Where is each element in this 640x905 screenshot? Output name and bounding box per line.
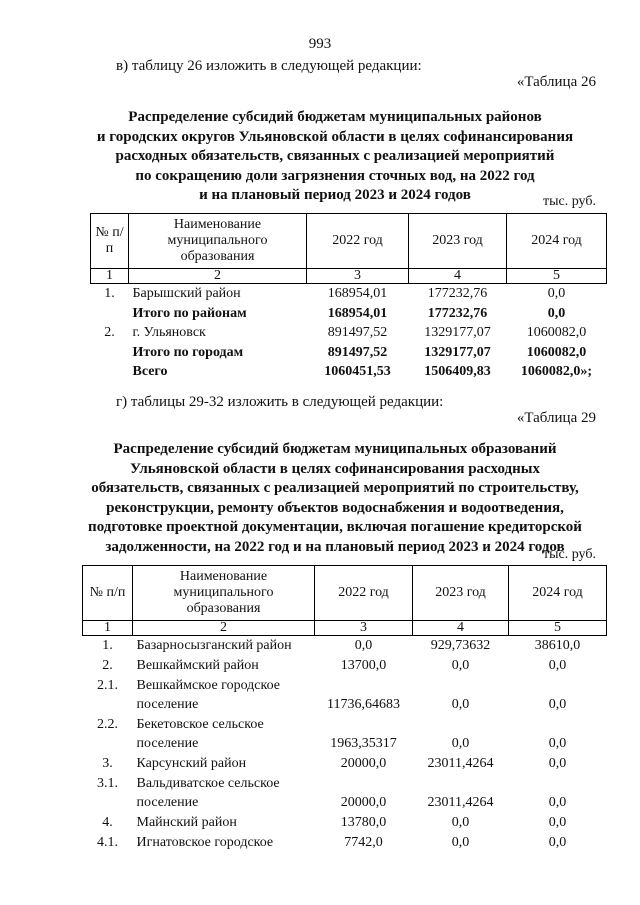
row-value-2022: 168954,01: [327, 305, 388, 321]
row-value-2024: 0,0: [548, 835, 567, 850]
row-value-2023: 0,0: [451, 815, 470, 830]
row-value-2022: 20000,0: [340, 756, 387, 771]
table-29-units: тыс. руб.: [543, 547, 596, 562]
table-29-label: «Таблица 29: [516, 410, 596, 426]
index-cell: 1: [83, 621, 133, 636]
table-row: [83, 636, 607, 657]
column-index-row: [83, 621, 607, 636]
row-value-2022: 13700,0: [340, 658, 387, 673]
index-cell: 2: [129, 269, 307, 284]
row-value-2024: 0,0: [548, 697, 567, 712]
row-value-2023: 0,0: [451, 835, 470, 850]
row-num: 2.: [104, 325, 115, 340]
row-num: 1.: [102, 638, 113, 653]
row-value-2022: 1060451,53: [324, 364, 391, 379]
row-value-2023: 0,0: [451, 658, 470, 673]
table-row: [83, 833, 607, 853]
row-name: г. Ульяновск: [132, 325, 206, 340]
heading-line: по сокращению доли загрязнения сточных вод, на 2022 год: [135, 167, 535, 184]
row-value-2023: 1329177,07: [424, 344, 491, 360]
col-header-2023: 2023 год: [413, 566, 509, 621]
col-header-name: Наименование муниципального образования: [133, 566, 315, 621]
heading-line: подготовке проектной документации, включая погашение кредиторской: [88, 519, 582, 535]
table-row-subtotal: [91, 343, 607, 363]
row-value-2024: 1060082,0: [526, 344, 587, 360]
row-num: [91, 362, 129, 382]
row-num: 2.2.: [97, 717, 118, 732]
row-name: Вешкаймский район: [136, 658, 259, 673]
row-value-2024: 0,0: [548, 736, 567, 751]
row-value-2024: 0,0: [548, 815, 567, 830]
col-header-num: № п/п: [83, 566, 133, 621]
table-26-units: тыс. руб.: [543, 194, 596, 209]
section-g-intro: г) таблицы 29-32 изложить в следующей редакции:: [116, 394, 444, 410]
index-cell: 3: [315, 621, 413, 636]
heading-line: и городских округов Ульяновской области в целях софинансирования: [96, 128, 574, 145]
table-26-heading: [60, 108, 610, 206]
heading-line: расходных обязательств, связанных с реализацией мероприятий: [115, 148, 555, 164]
table-row: [91, 323, 607, 343]
row-value-2024: 1060082,0»;: [520, 364, 593, 379]
row-num: 2.1.: [97, 678, 118, 693]
row-value-2024: 0,0: [547, 286, 566, 301]
row-value-2023: 23011,4264: [427, 795, 494, 810]
table-row: [83, 715, 607, 754]
index-cell: 2: [133, 621, 315, 636]
row-value-2022: 13780,0: [340, 815, 387, 830]
row-name: Вешкаймское городское поселение: [136, 678, 280, 712]
row-value-2023: 177232,76: [427, 305, 488, 321]
index-cell: 1: [91, 269, 129, 284]
row-value-2023: 0,0: [451, 736, 470, 751]
row-name: Карсунский район: [136, 756, 247, 771]
row-name: Барышский район: [132, 286, 241, 301]
col-header-num: № п/п: [91, 214, 129, 269]
row-name: Игнатовское городское: [136, 835, 274, 850]
row-num: 1.: [104, 286, 115, 301]
heading-line: и на плановый период 2023 и 2024 годов: [199, 187, 471, 203]
table-26: [90, 213, 607, 382]
row-name: Итого по районам: [132, 305, 247, 321]
row-name: Всего: [132, 364, 168, 379]
row-num: 2.: [102, 658, 113, 673]
row-name: Итого по городам: [132, 344, 244, 360]
row-value-2023: 23011,4264: [427, 756, 494, 771]
row-value-2024: 1060082,0: [526, 325, 587, 340]
table-row: [83, 676, 607, 715]
col-header-name: Наименование муниципального образования: [129, 214, 307, 269]
row-num: 4.: [102, 815, 113, 830]
table-row: [91, 284, 607, 304]
row-num: 3.1.: [97, 776, 118, 791]
heading-line: Распределение субсидий бюджетам муниципальных образований: [113, 441, 557, 457]
row-value-2022: 7742,0: [344, 835, 383, 850]
row-value-2022: 168954,01: [327, 286, 388, 301]
row-name: Майнский район: [136, 815, 237, 830]
row-value-2022: 891497,52: [327, 344, 388, 360]
row-value-2024: 0,0: [548, 658, 567, 673]
row-name: Вальдиватское сельское поселение: [136, 776, 280, 810]
row-name: Базарносызганский район: [136, 638, 292, 653]
column-index-row: [91, 269, 607, 284]
row-name: Бекетовское сельское поселение: [136, 717, 264, 751]
index-cell: 4: [413, 621, 509, 636]
row-value-2022: 0,0: [354, 638, 373, 653]
table-29-heading: [60, 440, 610, 557]
heading-line: реконструкции, ремонту объектов водоснабжения и водоотведения,: [106, 499, 564, 516]
section-b-intro: в) таблицу 26 изложить в следующей редакции:: [116, 58, 422, 74]
table-row: [83, 754, 607, 774]
row-num: [91, 343, 129, 363]
heading-line: Распределение субсидий бюджетам муниципальных районов: [128, 109, 542, 125]
col-header-2024: 2024 год: [509, 566, 607, 621]
row-value-2022: 1963,35317: [330, 736, 397, 751]
table-row: [83, 656, 607, 676]
index-cell: 5: [509, 621, 607, 636]
row-value-2024: 38610,0: [534, 638, 581, 653]
table-row: [83, 813, 607, 833]
row-value-2022: 11736,64683: [327, 697, 400, 712]
row-value-2023: 1506409,83: [424, 364, 491, 379]
heading-line: задолженности, на 2022 год и на плановый период 2023 и 2024 годов: [105, 538, 565, 555]
table-row: [83, 774, 607, 813]
index-cell: 3: [307, 269, 409, 284]
row-num: [91, 304, 129, 324]
row-value-2023: 929,73632: [430, 638, 491, 653]
row-value-2023: 177232,76: [427, 286, 488, 301]
page-number: 993: [308, 36, 332, 52]
row-num: 4.1.: [97, 835, 118, 850]
table-26-label: «Таблица 26: [516, 74, 596, 90]
col-header-2022: 2022 год: [315, 566, 413, 621]
table-row-total: [91, 362, 607, 382]
row-value-2024: 0,0: [547, 305, 566, 321]
row-value-2024: 0,0: [548, 756, 567, 771]
row-value-2023: 1329177,07: [424, 325, 491, 340]
index-cell: 5: [507, 269, 607, 284]
row-value-2022: 891497,52: [327, 325, 388, 340]
index-cell: 4: [409, 269, 507, 284]
row-value-2022: 20000,0: [340, 795, 387, 810]
heading-line: Ульяновской области в целях софинансирования расходных: [130, 460, 540, 477]
table-row-subtotal: [91, 304, 607, 324]
col-header-2022: 2022 год: [307, 214, 409, 269]
heading-line: обязательств, связанных с реализацией мероприятий по строительству,: [91, 480, 579, 496]
row-num: 3.: [102, 756, 113, 771]
col-header-2023: 2023 год: [409, 214, 507, 269]
row-value-2023: 0,0: [451, 697, 470, 712]
col-header-2024: 2024 год: [507, 214, 607, 269]
table-29: [82, 565, 607, 853]
row-value-2024: 0,0: [548, 795, 567, 810]
